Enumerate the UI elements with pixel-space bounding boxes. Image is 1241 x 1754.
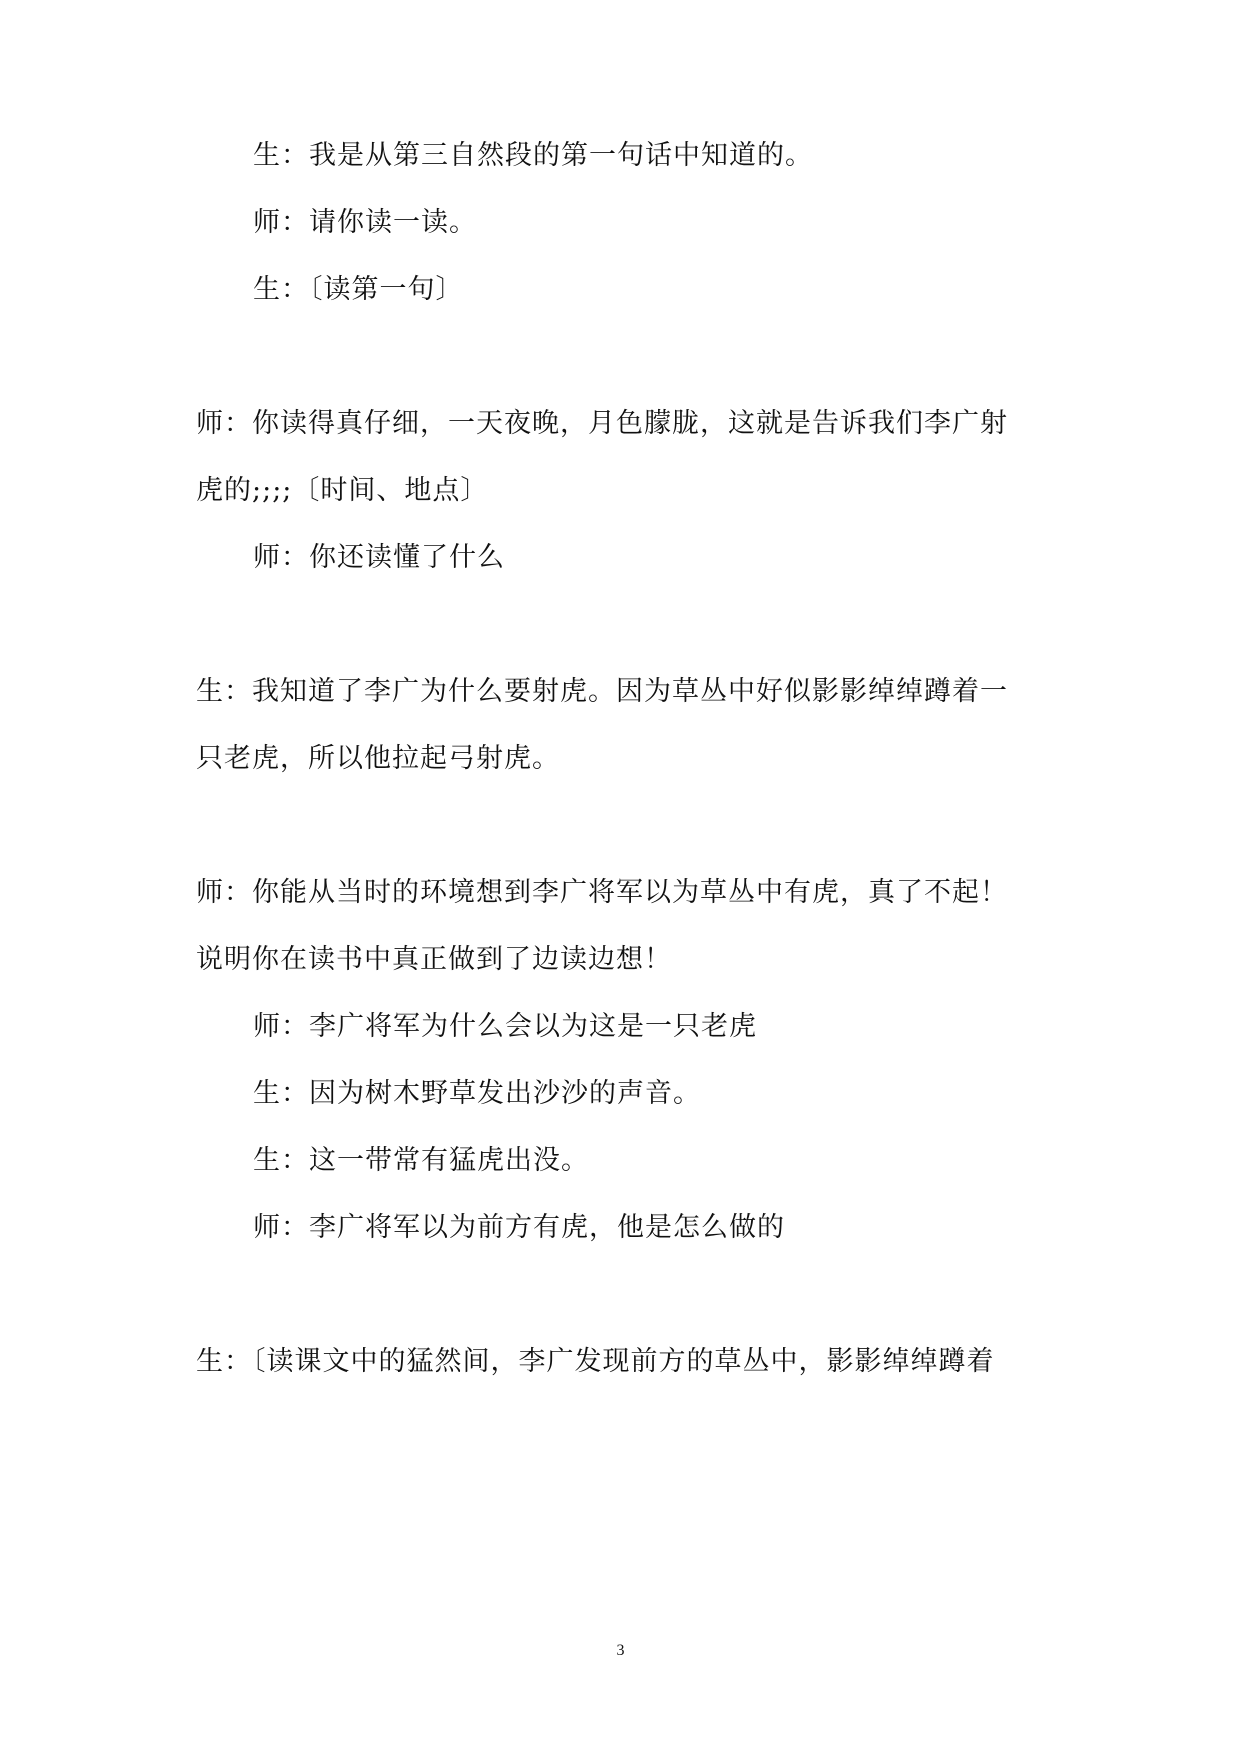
text-line-13: 生：这一带常有猛虎出没。 bbox=[253, 1145, 589, 1176]
text-line-14: 师：李广将军以为前方有虎，他是怎么做的 bbox=[253, 1212, 785, 1243]
text-line-15: 生：〔读课文中的猛然间，李广发现前方的草丛中，影影绰绰蹲着 bbox=[196, 1346, 995, 1377]
text-line-4: 师：你读得真仔细，一天夜晚，月色朦胧，这就是告诉我们李广射 bbox=[196, 408, 1008, 439]
text-line-11: 师：李广将军为什么会以为这是一只老虎 bbox=[253, 1011, 757, 1042]
page-number: 3 bbox=[616, 1642, 625, 1659]
text-line-7: 生：我知道了李广为什么要射虎。因为草丛中好似影影绰绰蹲着一 bbox=[196, 676, 1008, 707]
text-line-2: 师：请你读一读。 bbox=[253, 207, 477, 238]
text-line-8: 只老虎，所以他拉起弓射虎。 bbox=[196, 743, 560, 774]
text-line-3: 生：〔读第一句〕 bbox=[253, 274, 464, 305]
text-line-9: 师：你能从当时的环境想到李广将军以为草丛中有虎，真了不起！ bbox=[196, 877, 1008, 908]
text-line-12: 生：因为树木野草发出沙沙的声音。 bbox=[253, 1078, 701, 1109]
text-line-5: 虎的;;;;〔时间、地点〕 bbox=[196, 475, 489, 506]
text-line-10: 说明你在读书中真正做到了边读边想！ bbox=[196, 944, 672, 975]
text-line-1: 生：我是从第三自然段的第一句话中知道的。 bbox=[253, 140, 813, 171]
text-line-6: 师：你还读懂了什么 bbox=[253, 542, 505, 573]
